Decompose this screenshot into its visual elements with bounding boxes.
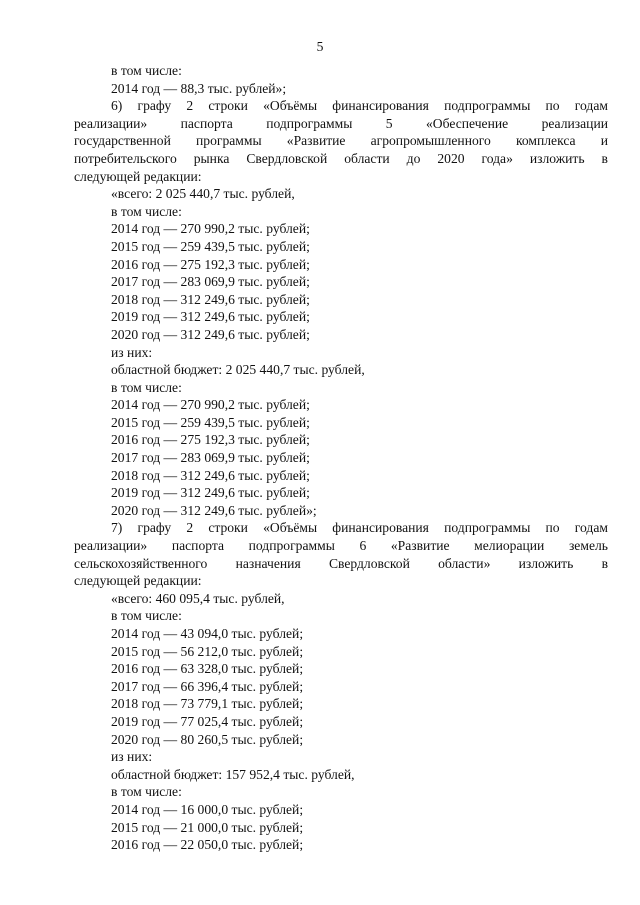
text-line: 2015 год — 259 439,5 тыс. рублей; — [111, 238, 310, 254]
word: паспорта — [171, 538, 225, 554]
word: «Развитие — [286, 133, 346, 149]
word: реализации» — [74, 538, 148, 554]
word: земель — [568, 538, 608, 554]
text-line: «всего: 2 025 440,7 тыс. рублей, — [111, 186, 295, 202]
text-line: следующей редакции: — [74, 168, 202, 184]
text-line: из них: — [111, 749, 153, 765]
word: по — [545, 98, 560, 114]
text-line: 2017 год — 283 069,9 тыс. рублей; — [111, 274, 310, 290]
word: графу — [137, 98, 172, 114]
word: в — [601, 150, 608, 166]
text-line: 2018 год — 312 249,6 тыс. рублей; — [111, 467, 310, 483]
text-line: 2019 год — 77 025,4 тыс. рублей; — [111, 713, 304, 729]
text-line: «всего: 460 095,4 тыс. рублей, — [111, 590, 285, 606]
word: и — [600, 133, 608, 149]
justified-text-line — [74, 519, 608, 537]
word: «Обеспечение — [425, 115, 509, 131]
word: реализации — [541, 115, 608, 131]
justified-text-line — [74, 115, 608, 133]
word: 2020 — [437, 150, 465, 166]
text-line: 2016 год — 22 050,0 тыс. рублей; — [111, 837, 304, 853]
text-line: следующей редакции: — [74, 573, 202, 589]
text-line: в том числе: — [111, 608, 182, 624]
word: строки — [208, 98, 248, 114]
word: строки — [208, 520, 248, 536]
word: Свердловской — [246, 150, 328, 166]
text-line: 2018 год — 73 779,1 тыс. рублей; — [111, 696, 304, 712]
text-line: 2017 год — 66 396,4 тыс. рублей; — [111, 678, 304, 694]
text-line: 2020 год — 312 249,6 тыс. рублей; — [111, 326, 310, 342]
text-line: областной бюджет: 157 952,4 тыс. рублей, — [111, 766, 355, 782]
word: назначения — [235, 555, 301, 571]
justified-text-line — [74, 555, 608, 573]
text-line: областной бюджет: 2 025 440,7 тыс. рублей, — [111, 362, 365, 378]
page-number: 5 — [316, 39, 324, 54]
text-line: 2014 год — 88,3 тыс. рублей»; — [111, 80, 287, 96]
text-line: в том числе: — [111, 784, 182, 800]
word: подпрограммы — [444, 98, 531, 114]
justified-text-line — [74, 150, 608, 168]
word: 6 — [359, 538, 367, 554]
justified-text-line — [74, 132, 608, 150]
word: годам — [574, 520, 608, 536]
word: «Развитие — [390, 538, 450, 554]
word: года» — [481, 150, 513, 166]
word: годам — [574, 98, 608, 114]
text-line: 2019 год — 312 249,6 тыс. рублей; — [111, 309, 310, 325]
word: мелиорации — [474, 538, 545, 554]
word: 6) — [111, 98, 123, 114]
word: программы — [196, 133, 262, 149]
word: рынка — [193, 150, 230, 166]
word: комплекса — [515, 133, 576, 149]
word: агропромышленного — [370, 133, 491, 149]
text-line: 2019 год — 312 249,6 тыс. рублей; — [111, 485, 310, 501]
word: Свердловской — [328, 555, 410, 571]
word: 5 — [385, 115, 393, 131]
word: сельскохозяйственного — [74, 555, 208, 571]
text-line: 2015 год — 56 212,0 тыс. рублей; — [111, 643, 304, 659]
word: по — [545, 520, 560, 536]
word: 2 — [186, 520, 194, 536]
text-line: 2014 год — 43 094,0 тыс. рублей; — [111, 626, 304, 641]
word: государственной — [74, 133, 171, 149]
justified-text-line — [74, 537, 608, 555]
word: подпрограммы — [444, 520, 531, 536]
text-line: 2016 год — 275 192,3 тыс. рублей; — [111, 256, 310, 272]
justified-text-line — [74, 97, 608, 115]
word: до — [406, 150, 421, 166]
text-line: 2016 год — 275 192,3 тыс. рублей; — [111, 432, 310, 448]
word: финансирования — [332, 520, 429, 536]
text-line: в том числе: — [111, 379, 182, 395]
word: области» — [438, 555, 491, 571]
text-line: 2014 год — 16 000,0 тыс. рублей; — [111, 801, 304, 817]
word: области — [344, 150, 390, 166]
text-line: из них: — [111, 344, 153, 360]
text-line: 2015 год — 259 439,5 тыс. рублей; — [111, 414, 310, 430]
word: подпрограммы — [248, 538, 335, 554]
text-line: 2020 год — 312 249,6 тыс. рублей»; — [111, 502, 317, 518]
word: финансирования — [332, 98, 429, 114]
word: изложить — [518, 555, 574, 571]
word: паспорта — [180, 115, 233, 131]
text-line: 2014 год — 270 990,2 тыс. рублей; — [111, 221, 310, 237]
text-line: 2017 год — 283 069,9 тыс. рублей; — [111, 450, 310, 466]
word: подпрограммы — [266, 115, 353, 131]
word: потребительского — [74, 150, 177, 166]
word: 7) — [111, 520, 123, 536]
text-line: 2018 год — 312 249,6 тыс. рублей; — [111, 291, 310, 307]
text-line: 2016 год — 63 328,0 тыс. рублей; — [111, 661, 304, 677]
word: «Объёмы — [263, 520, 318, 536]
word: графу — [137, 520, 172, 536]
page-body — [74, 62, 608, 854]
word: в — [601, 555, 608, 571]
word: «Объёмы — [263, 98, 318, 114]
text-line: 2014 год — 270 990,2 тыс. рублей; — [111, 397, 310, 413]
word: 2 — [186, 98, 194, 114]
word: изложить — [529, 150, 585, 166]
text-line: в том числе: — [111, 63, 182, 78]
text-line: 2015 год — 21 000,0 тыс. рублей; — [111, 819, 304, 835]
text-line: 2020 год — 80 260,5 тыс. рублей; — [111, 731, 304, 747]
text-line: в том числе: — [111, 203, 182, 219]
word: реализации» — [74, 115, 148, 131]
